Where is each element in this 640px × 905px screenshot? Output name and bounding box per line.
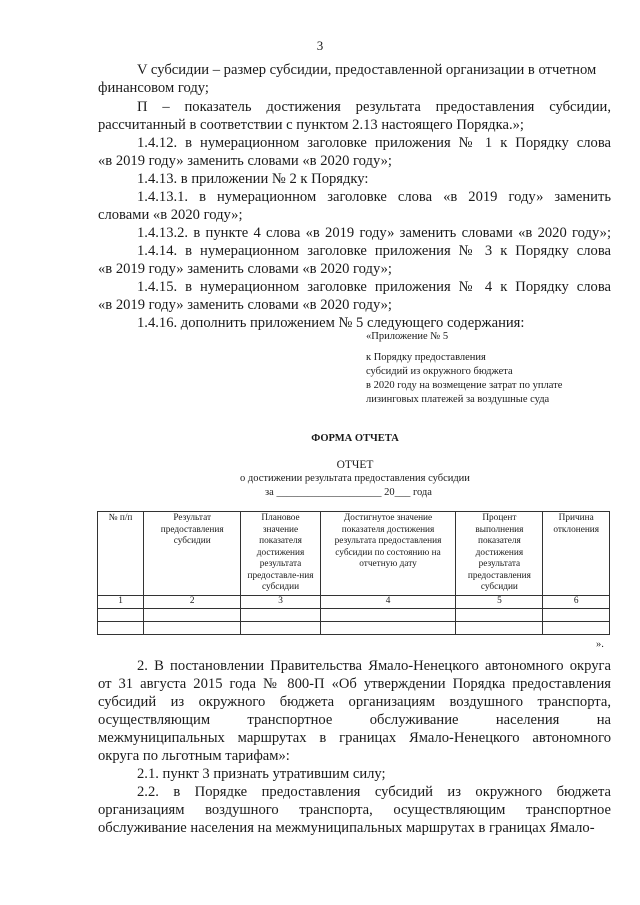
table-cell [543, 608, 610, 621]
appendix-line: к Порядку предоставления [366, 352, 486, 363]
appendix-title: «Приложение № 5 [366, 331, 449, 342]
header-cell: Причина отклонения [543, 512, 610, 596]
report-period [265, 486, 432, 500]
paragraph-line: финансовом году; [98, 80, 209, 96]
paragraph-line: 1.4.15. в нумерационном заголовке приложения № 4 к Порядку слова [137, 279, 611, 295]
report-table [97, 511, 610, 635]
table-row [98, 621, 610, 634]
paragraph-line: V субсидии – размер субсидии, предоставленной организации в отчетном [137, 62, 597, 78]
paragraph-line: 2.1. пункт 3 признать утратившим силу; [137, 766, 386, 782]
number-cell: 5 [456, 595, 543, 608]
paragraph-line: субсидий из окружного бюджета организациям воздушного транспорта, [98, 694, 611, 710]
paragraph-line: 1.4.13.1. в нумерационном заголовке слова «в 2019 году» заменить [137, 189, 611, 205]
table-number-row [98, 595, 610, 608]
table-cell [320, 621, 456, 634]
number-cell: 6 [543, 595, 610, 608]
appendix-line: субсидий из окружного бюджета [366, 366, 513, 377]
paragraph-line: 1.4.13. в приложении № 2 к Порядку: [137, 171, 369, 187]
table-cell [98, 608, 144, 621]
table-cell [241, 608, 320, 621]
table-cell [543, 621, 610, 634]
number-cell: 1 [98, 595, 144, 608]
paragraph-line: осуществляющим транспортное обслуживание населения на [98, 712, 611, 728]
header-cell: Плановое значение показателя достижения результата предоставле-ния субсидии [241, 512, 320, 596]
paragraph-line: от 31 августа 2015 года № 800-П «Об утверждении Порядка предоставления [98, 676, 611, 692]
table-row [98, 608, 610, 621]
paragraph-line: округа по льготным тарифам»: [98, 748, 290, 764]
header-cell: Результат предоставления субсидии [144, 512, 241, 596]
header-cell: Достигнутое значение показателя достижения результата предоставления субсидии по состоянию на отчетную дату [320, 512, 456, 596]
header-cell: Процент выполнения показателя достижения результата предоставления субсидии [456, 512, 543, 596]
paragraph-line: «в 2019 году» заменить словами «в 2020 году»; [98, 297, 392, 313]
paragraph-line: организациям воздушного транспорта, осуществляющим транспортное [98, 802, 611, 818]
paragraph-line: 2. В постановлении Правительства Ямало-Ненецкого автономного округа [137, 658, 611, 674]
number-cell: 2 [144, 595, 241, 608]
period-year: 20___ [384, 487, 411, 498]
paragraph-line: 1.4.16. дополнить приложением № 5 следующего содержания: [137, 315, 525, 331]
paragraph-line: «в 2019 году» заменить словами «в 2020 году»; [98, 261, 392, 277]
paragraph-line: 2.2. в Порядке предоставления субсидий из окружного бюджета [137, 784, 611, 800]
paragraph-line: межмуниципальных маршрутах в границах Ямало-Ненецкого автономного [98, 730, 611, 746]
header-cell: № п/п [98, 512, 144, 596]
paragraph-line: 1.4.12. в нумерационном заголовке приложения № 1 к Порядку слова [137, 135, 611, 151]
period-suffix: года [412, 487, 432, 498]
appendix-line: лизинговых платежей за воздушные суда [366, 394, 550, 405]
table-cell [456, 621, 543, 634]
table-cell [241, 621, 320, 634]
table-cell [144, 621, 241, 634]
paragraph-line: обслуживание населения на межмуниципальных маршрутах в границах Ямало- [98, 820, 595, 836]
paragraph-line: «в 2019 году» заменить словами «в 2020 году»; [98, 153, 392, 169]
report-subtitle: о достижении результата предоставления субсидии [240, 473, 470, 484]
period-prefix: за [265, 487, 274, 498]
report-title: ОТЧЕТ [336, 459, 374, 471]
table-header-row [98, 512, 610, 596]
table-closing-mark: ». [596, 639, 604, 650]
number-cell: 4 [320, 595, 456, 608]
table-cell [456, 608, 543, 621]
paragraph-line: 1.4.13.2. в пункте 4 слова «в 2019 году» заменить словами «в 2020 году»; [137, 225, 611, 241]
number-cell: 3 [241, 595, 320, 608]
page-number: 3 [316, 38, 324, 53]
paragraph-line: словами «в 2020 году»; [98, 207, 243, 223]
table-cell [144, 608, 241, 621]
table-cell [320, 608, 456, 621]
appendix-line: в 2020 году на возмещение затрат по уплате [366, 380, 563, 391]
period-blank: ____________________ [276, 487, 382, 498]
paragraph-line: 1.4.14. в нумерационном заголовке приложения № 3 к Порядку слова [137, 243, 611, 259]
paragraph-line: рассчитанный в соответствии с пунктом 2.13 настоящего Порядка.»; [98, 117, 524, 133]
form-heading: ФОРМА ОТЧЕТА [311, 433, 399, 444]
paragraph-line: П – показатель достижения результата предоставления субсидии, [137, 99, 611, 115]
table-cell [98, 621, 144, 634]
